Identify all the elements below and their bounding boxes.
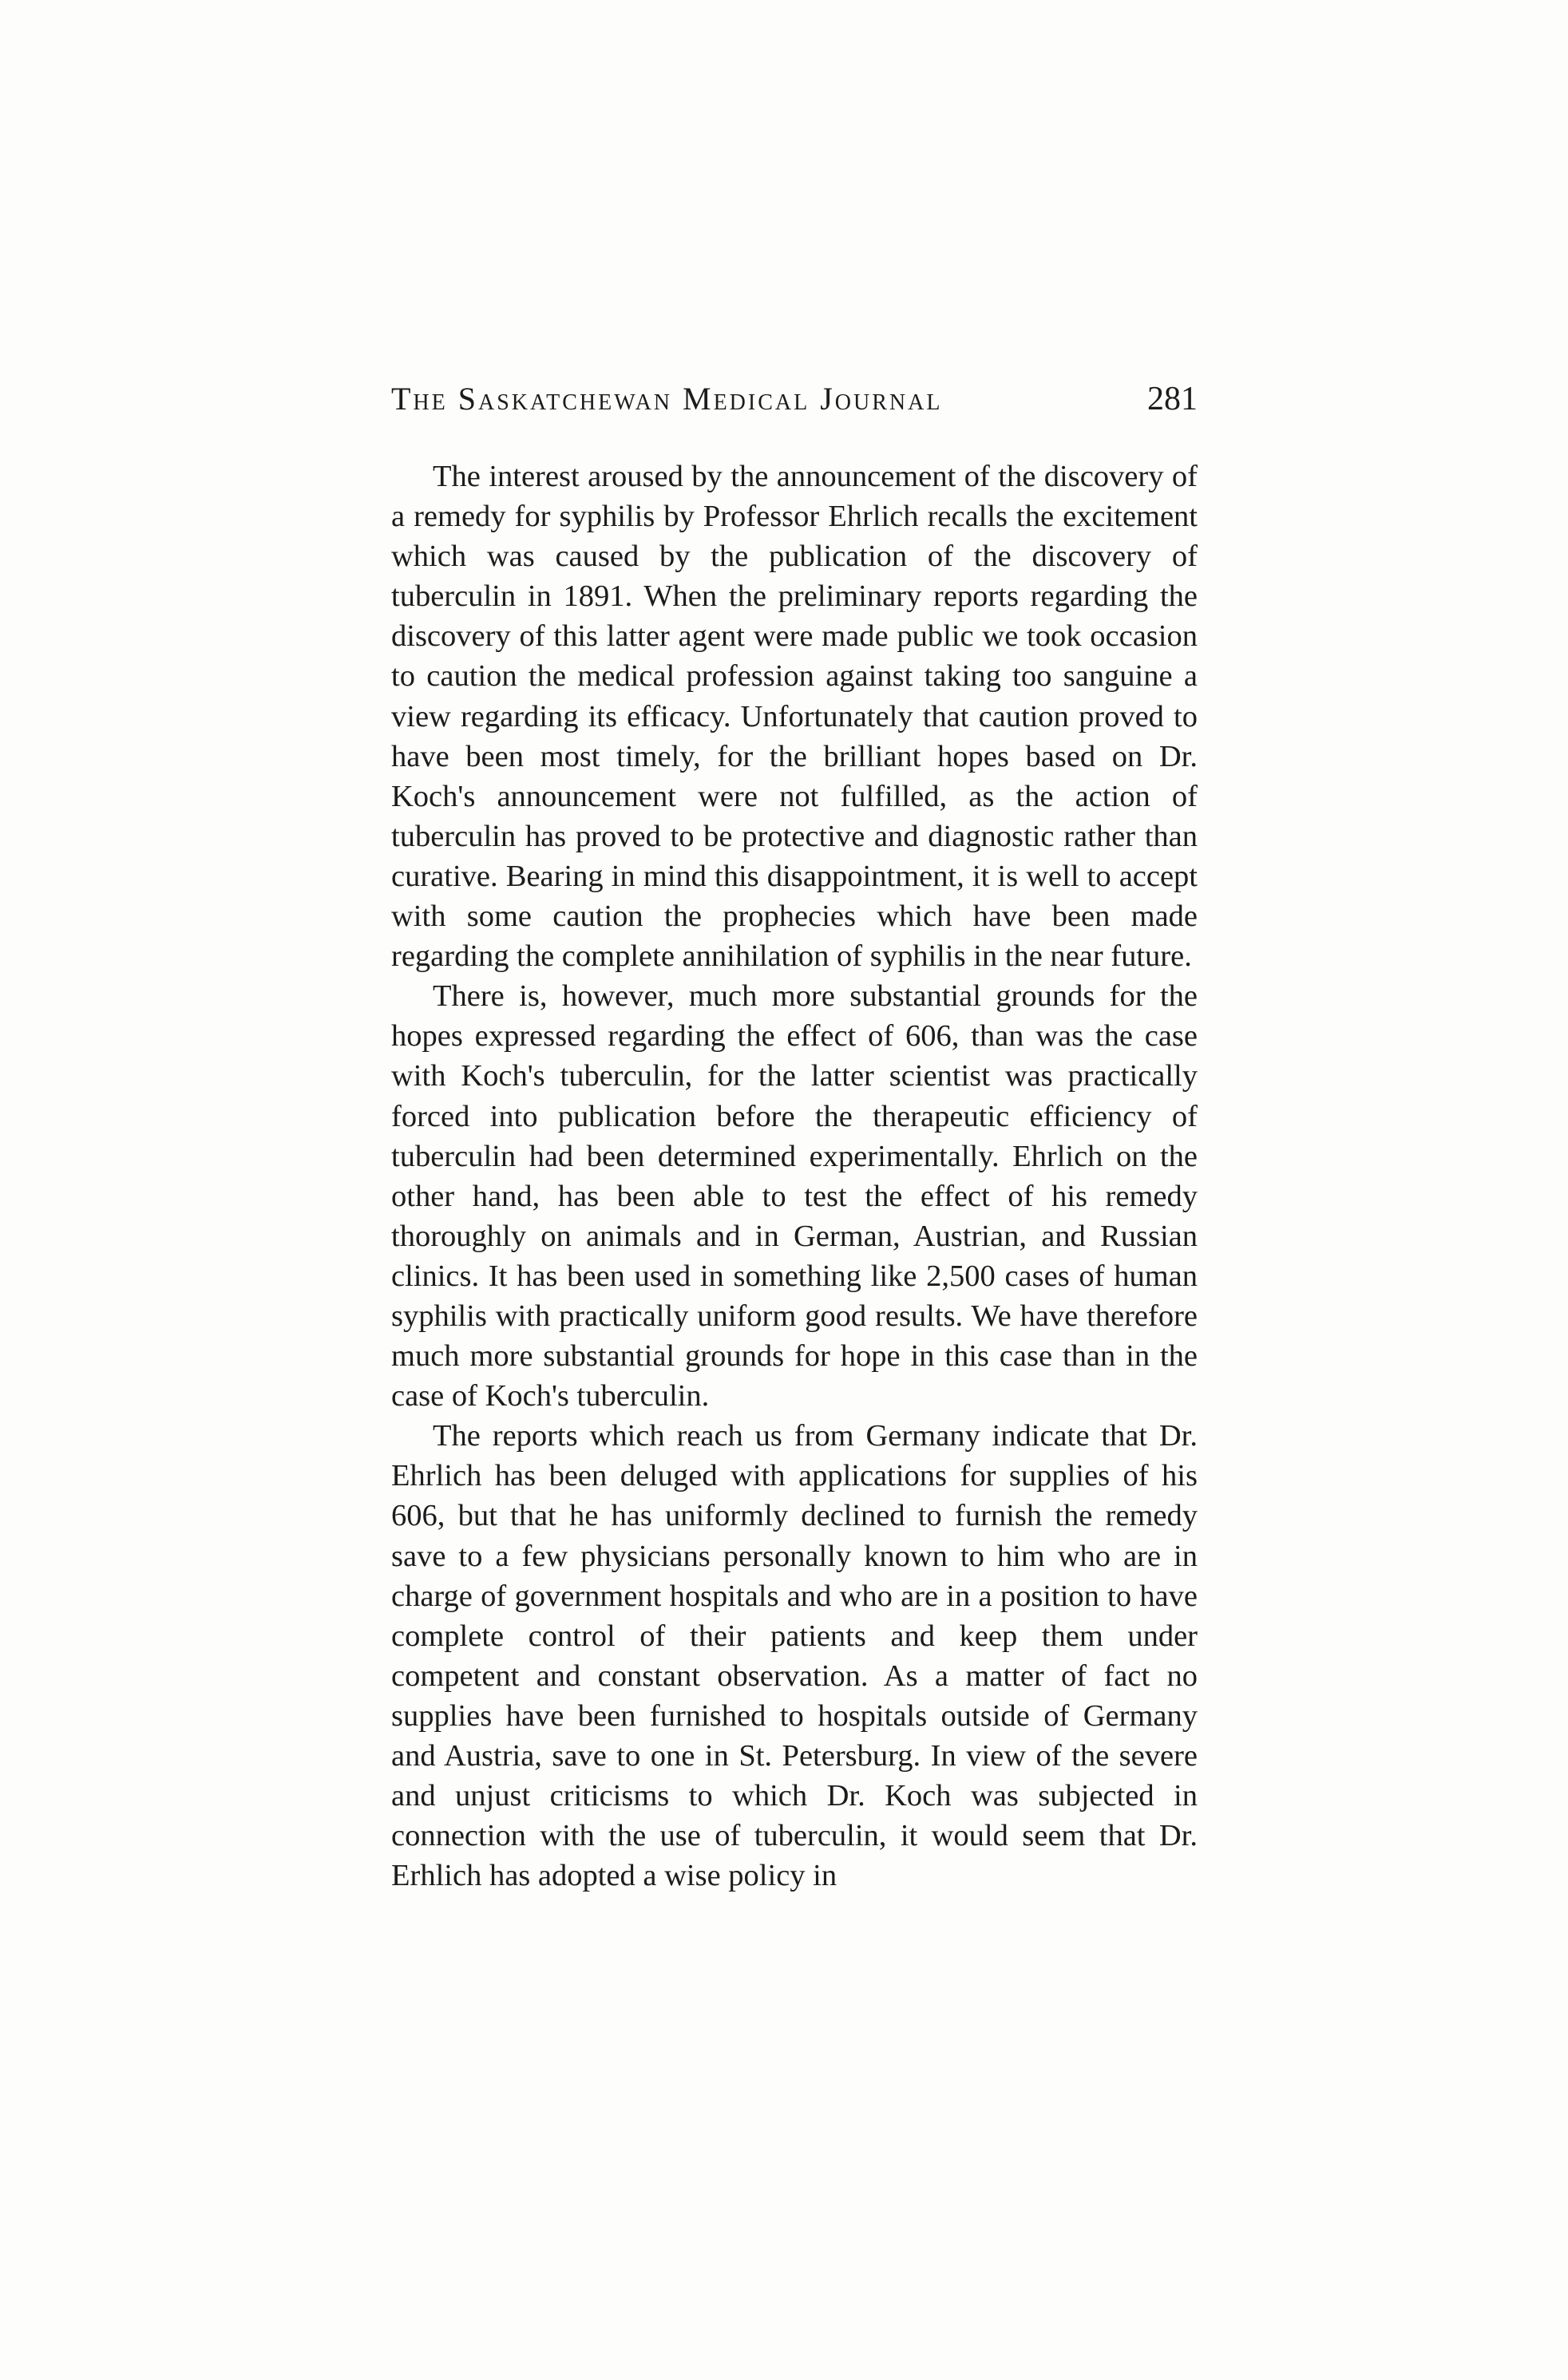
page-header: [391, 380, 1198, 428]
page-number: 281: [1147, 381, 1198, 417]
paragraph-2: There is, however, much more substantial grounds for the hopes expressed regarding the effect of 606, than was the case with Koch's tuberculin, for the latter scientist was practically forced into publication before the therapeutic efficiency of tuberculin had been determined experimentally. Ehrlich on the other hand, has been able to test the effect of his remedy thoroughly on animals and in German, Austrian, and Russian clinics. It has been used in something like 2,500 cases of human syphilis with practically uniform good results. We have therefore much more substantial grounds for hope in this case than in the case of Koch's tuberculin.: [391, 979, 1198, 1413]
paragraph-1: The interest aroused by the announcement of the discovery of a remedy for syphilis by Professor Ehrlich recalls the excitement which was caused by the publication of the discovery of tuberculin in 1891. When the preliminary reports regarding the discovery of this latter agent were made public we took occasion to caution the medical profession against taking too sanguine a view regarding its efficacy. Unfortunately that caution proved to have been most timely, for the brilliant hopes based on Dr. Koch's announcement were not fulfilled, as the action of tuberculin has proved to be protective and diagnostic rather than curative. Bearing in mind this disappointment, it is well to accept with some caution the prophecies which have been made regarding the complete annihilation of syphilis in the near future.: [391, 460, 1198, 974]
article-body: [391, 457, 1198, 1896]
paragraph-3: The reports which reach us from Germany indicate that Dr. Ehrlich has been deluged with applications for supplies of his 606, but that he has uniformly declined to furnish the remedy save to a few physicians personally known to him who are in charge of government hospitals and who are in a position to have complete control of their patients and keep them under competent and constant observation. As a matter of fact no supplies have been furnished to hospitals outside of Germany and Austria, save to one in St. Petersburg. In view of the severe and unjust criticisms to which Dr. Koch was subjected in connection with the use of tuberculin, it would seem that Dr. Erhlich has adopted a wise policy in: [391, 1419, 1198, 1893]
running-head: The Saskatchewan Medical Journal: [391, 381, 943, 417]
